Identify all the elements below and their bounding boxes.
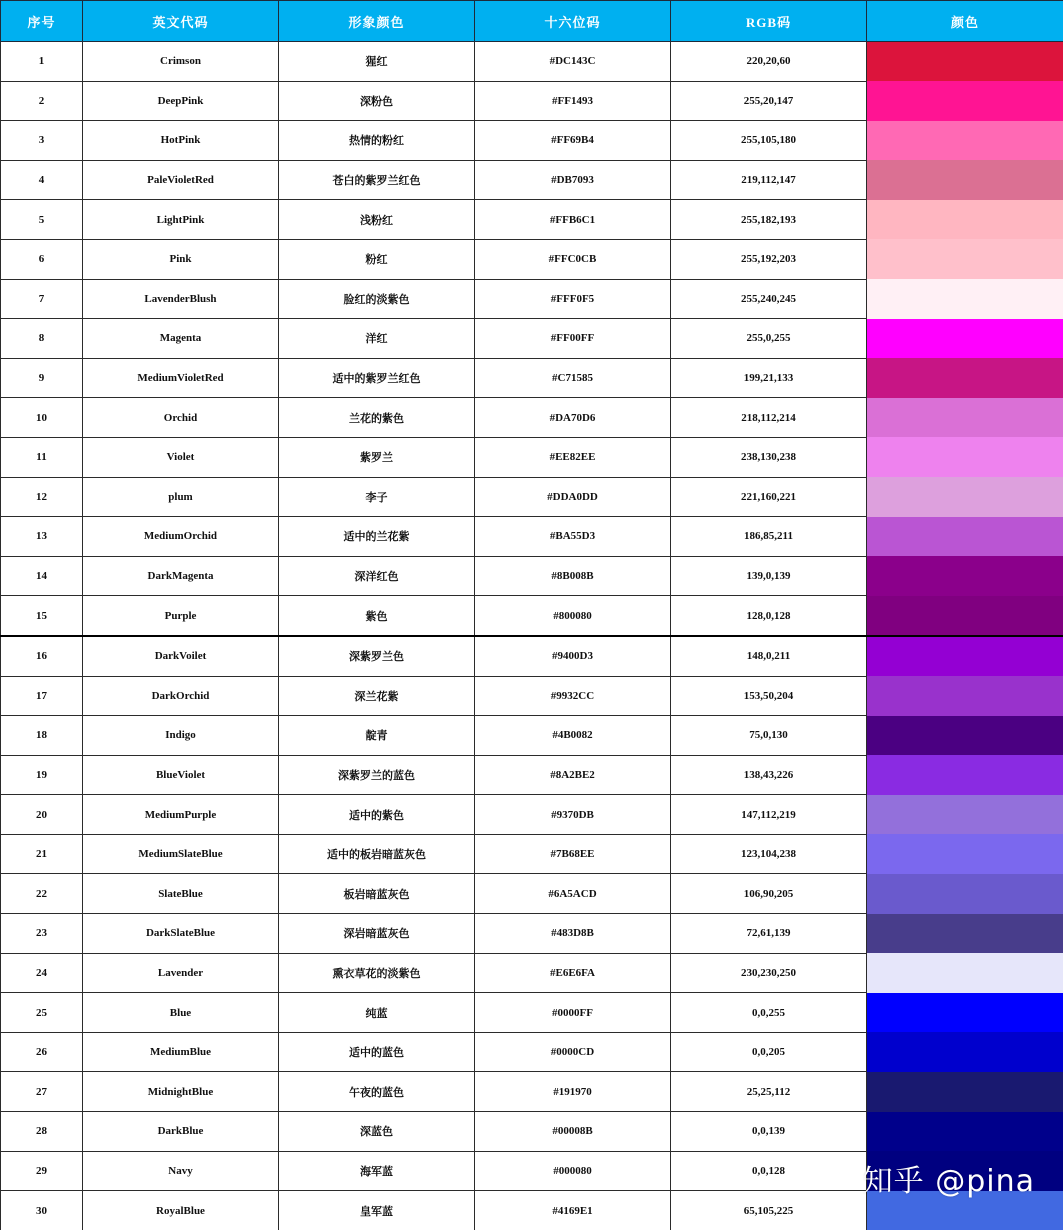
color-swatch — [867, 239, 1063, 279]
rgb-code: 238,130,238 — [671, 437, 867, 477]
color-swatch — [867, 160, 1063, 200]
color-name-cn: 靛青 — [279, 716, 475, 756]
english-code: DeepPink — [83, 81, 279, 121]
table-row — [1, 1112, 1063, 1152]
row-number: 21 — [1, 834, 83, 874]
table-row — [1, 239, 1063, 279]
table-row — [1, 319, 1063, 359]
rgb-code: 25,25,112 — [671, 1072, 867, 1112]
color-swatch — [867, 676, 1063, 716]
rgb-code: 148,0,211 — [671, 636, 867, 676]
color-name-cn: 适中的板岩暗蓝灰色 — [279, 834, 475, 874]
color-swatch — [867, 556, 1063, 596]
color-name-cn: 脸红的淡紫色 — [279, 279, 475, 319]
color-name-cn: 午夜的蓝色 — [279, 1072, 475, 1112]
hex-code: #4B0082 — [475, 716, 671, 756]
table-row — [1, 1151, 1063, 1191]
english-code: DarkSlateBlue — [83, 914, 279, 954]
header-number: 序号 — [1, 1, 83, 42]
color-name-cn: 适中的紫色 — [279, 795, 475, 835]
rgb-code: 255,0,255 — [671, 319, 867, 359]
english-code: LightPink — [83, 200, 279, 240]
row-number: 16 — [1, 636, 83, 676]
color-swatch — [867, 1072, 1063, 1112]
english-code: DarkVoilet — [83, 636, 279, 676]
color-swatch — [867, 437, 1063, 477]
row-number: 3 — [1, 121, 83, 161]
hex-code: #8B008B — [475, 556, 671, 596]
rgb-code: 220,20,60 — [671, 42, 867, 82]
color-swatch — [867, 993, 1063, 1033]
hex-code: #800080 — [475, 596, 671, 636]
row-number: 14 — [1, 556, 83, 596]
color-swatch — [867, 121, 1063, 161]
rgb-code: 219,112,147 — [671, 160, 867, 200]
table-row — [1, 556, 1063, 596]
english-code: plum — [83, 477, 279, 517]
hex-code: #00008B — [475, 1112, 671, 1152]
english-code: Navy — [83, 1151, 279, 1191]
color-swatch — [867, 716, 1063, 756]
hex-code: #9400D3 — [475, 636, 671, 676]
english-code: Indigo — [83, 716, 279, 756]
table-row — [1, 477, 1063, 517]
table-row — [1, 42, 1063, 82]
color-swatch — [867, 596, 1063, 636]
english-code: DarkMagenta — [83, 556, 279, 596]
color-name-cn: 浅粉红 — [279, 200, 475, 240]
rgb-code: 65,105,225 — [671, 1191, 867, 1230]
table-row — [1, 636, 1063, 676]
hex-code: #DC143C — [475, 42, 671, 82]
color-name-cn: 深兰花紫 — [279, 676, 475, 716]
table-row — [1, 1072, 1063, 1112]
color-swatch — [867, 1151, 1063, 1191]
color-swatch — [867, 755, 1063, 795]
rgb-code: 255,240,245 — [671, 279, 867, 319]
table-row — [1, 200, 1063, 240]
table-row — [1, 755, 1063, 795]
hex-code: #DB7093 — [475, 160, 671, 200]
english-code: Orchid — [83, 398, 279, 438]
rgb-code: 0,0,139 — [671, 1112, 867, 1152]
english-code: Crimson — [83, 42, 279, 82]
hex-code: #000080 — [475, 1151, 671, 1191]
table-row — [1, 398, 1063, 438]
rgb-code: 139,0,139 — [671, 556, 867, 596]
color-name-cn: 海军蓝 — [279, 1151, 475, 1191]
row-number: 4 — [1, 160, 83, 200]
color-swatch — [867, 319, 1063, 359]
table-row — [1, 596, 1063, 636]
table-row — [1, 993, 1063, 1033]
hex-code: #0000CD — [475, 1032, 671, 1072]
color-name-cn: 深岩暗蓝灰色 — [279, 914, 475, 954]
color-swatch — [867, 874, 1063, 914]
english-code: PaleVioletRed — [83, 160, 279, 200]
table-row — [1, 834, 1063, 874]
header-swatch: 颜色 — [867, 1, 1063, 42]
table-row — [1, 953, 1063, 993]
english-code: RoyalBlue — [83, 1191, 279, 1230]
row-number: 10 — [1, 398, 83, 438]
english-code: DarkBlue — [83, 1112, 279, 1152]
header-hex-code: 十六位码 — [475, 1, 671, 42]
english-code: DarkOrchid — [83, 676, 279, 716]
row-number: 12 — [1, 477, 83, 517]
color-name-cn: 洋红 — [279, 319, 475, 359]
table-row — [1, 914, 1063, 954]
row-number: 11 — [1, 437, 83, 477]
english-code: MediumVioletRed — [83, 358, 279, 398]
english-code: MediumBlue — [83, 1032, 279, 1072]
table-row — [1, 1191, 1063, 1230]
hex-code: #FFC0CB — [475, 239, 671, 279]
rgb-code: 230,230,250 — [671, 953, 867, 993]
table-row — [1, 121, 1063, 161]
color-swatch — [867, 279, 1063, 319]
color-swatch — [867, 398, 1063, 438]
hex-code: #9932CC — [475, 676, 671, 716]
row-number: 20 — [1, 795, 83, 835]
color-name-cn: 熏衣草花的淡紫色 — [279, 953, 475, 993]
header-row — [1, 1, 1063, 42]
rgb-code: 153,50,204 — [671, 676, 867, 716]
english-code: Magenta — [83, 319, 279, 359]
rgb-code: 0,0,205 — [671, 1032, 867, 1072]
table-row — [1, 160, 1063, 200]
row-number: 19 — [1, 755, 83, 795]
row-number: 2 — [1, 81, 83, 121]
table-body — [1, 42, 1063, 1230]
row-number: 30 — [1, 1191, 83, 1230]
table-row — [1, 81, 1063, 121]
color-name-cn: 深蓝色 — [279, 1112, 475, 1152]
table-row — [1, 358, 1063, 398]
hex-code: #FF1493 — [475, 81, 671, 121]
row-number: 29 — [1, 1151, 83, 1191]
hex-code: #191970 — [475, 1072, 671, 1112]
rgb-code: 255,20,147 — [671, 81, 867, 121]
color-name-cn: 兰花的紫色 — [279, 398, 475, 438]
hex-code: #C71585 — [475, 358, 671, 398]
hex-code: #483D8B — [475, 914, 671, 954]
hex-code: #FFB6C1 — [475, 200, 671, 240]
row-number: 15 — [1, 596, 83, 636]
row-number: 1 — [1, 42, 83, 82]
color-swatch — [867, 1032, 1063, 1072]
color-name-cn: 粉红 — [279, 239, 475, 279]
row-number: 28 — [1, 1112, 83, 1152]
row-number: 25 — [1, 993, 83, 1033]
color-name-cn: 深粉色 — [279, 81, 475, 121]
color-swatch — [867, 477, 1063, 517]
rgb-code: 128,0,128 — [671, 596, 867, 636]
hex-code: #DDA0DD — [475, 477, 671, 517]
english-code: MediumPurple — [83, 795, 279, 835]
table-row — [1, 795, 1063, 835]
row-number: 26 — [1, 1032, 83, 1072]
color-name-cn: 紫色 — [279, 596, 475, 636]
color-name-cn: 板岩暗蓝灰色 — [279, 874, 475, 914]
english-code: MidnightBlue — [83, 1072, 279, 1112]
color-name-cn: 适中的紫罗兰红色 — [279, 358, 475, 398]
hex-code: #FF69B4 — [475, 121, 671, 161]
row-number: 27 — [1, 1072, 83, 1112]
color-swatch — [867, 517, 1063, 557]
rgb-code: 186,85,211 — [671, 517, 867, 557]
row-number: 8 — [1, 319, 83, 359]
row-number: 5 — [1, 200, 83, 240]
row-number: 9 — [1, 358, 83, 398]
rgb-code: 72,61,139 — [671, 914, 867, 954]
hex-code: #0000FF — [475, 993, 671, 1033]
english-code: Violet — [83, 437, 279, 477]
color-swatch — [867, 953, 1063, 993]
english-code: Blue — [83, 993, 279, 1033]
english-code: MediumSlateBlue — [83, 834, 279, 874]
rgb-code: 75,0,130 — [671, 716, 867, 756]
english-code: BlueViolet — [83, 755, 279, 795]
english-code: Pink — [83, 239, 279, 279]
watermark: 知乎 @pina — [862, 1164, 1035, 1199]
color-name-cn: 猩红 — [279, 42, 475, 82]
hex-code: #FF00FF — [475, 319, 671, 359]
color-swatch — [867, 358, 1063, 398]
hex-code: #6A5ACD — [475, 874, 671, 914]
color-swatch — [867, 636, 1063, 676]
header-color-name: 形象颜色 — [279, 1, 475, 42]
table-row — [1, 716, 1063, 756]
color-name-cn: 紫罗兰 — [279, 437, 475, 477]
rgb-code: 0,0,128 — [671, 1151, 867, 1191]
row-number: 7 — [1, 279, 83, 319]
color-name-cn: 热情的粉红 — [279, 121, 475, 161]
rgb-code: 147,112,219 — [671, 795, 867, 835]
color-name-cn: 苍白的紫罗兰红色 — [279, 160, 475, 200]
rgb-code: 106,90,205 — [671, 874, 867, 914]
color-name-cn: 皇军蓝 — [279, 1191, 475, 1230]
hex-code: #8A2BE2 — [475, 755, 671, 795]
hex-code: #7B68EE — [475, 834, 671, 874]
hex-code: #BA55D3 — [475, 517, 671, 557]
english-code: LavenderBlush — [83, 279, 279, 319]
color-name-cn: 深紫罗兰色 — [279, 636, 475, 676]
row-number: 24 — [1, 953, 83, 993]
row-number: 13 — [1, 517, 83, 557]
color-swatch — [867, 1112, 1063, 1152]
hex-code: #FFF0F5 — [475, 279, 671, 319]
rgb-code: 123,104,238 — [671, 834, 867, 874]
english-code: SlateBlue — [83, 874, 279, 914]
rgb-code: 255,182,193 — [671, 200, 867, 240]
row-number: 18 — [1, 716, 83, 756]
english-code: HotPink — [83, 121, 279, 161]
english-code: Purple — [83, 596, 279, 636]
color-swatch — [867, 42, 1063, 82]
color-name-cn: 纯蓝 — [279, 993, 475, 1033]
color-swatch — [867, 200, 1063, 240]
header-rgb-code: RGB码 — [671, 1, 867, 42]
row-number: 23 — [1, 914, 83, 954]
header-english-code: 英文代码 — [83, 1, 279, 42]
row-number: 6 — [1, 239, 83, 279]
color-name-cn: 深洋红色 — [279, 556, 475, 596]
row-number: 17 — [1, 676, 83, 716]
rgb-code: 255,105,180 — [671, 121, 867, 161]
rgb-code: 199,21,133 — [671, 358, 867, 398]
color-swatch — [867, 834, 1063, 874]
color-swatch — [867, 914, 1063, 954]
hex-code: #9370DB — [475, 795, 671, 835]
color-name-cn: 适中的兰花紫 — [279, 517, 475, 557]
color-swatch — [867, 1191, 1063, 1230]
rgb-code: 221,160,221 — [671, 477, 867, 517]
hex-code: #DA70D6 — [475, 398, 671, 438]
table-row — [1, 1032, 1063, 1072]
english-code: MediumOrchid — [83, 517, 279, 557]
color-swatch — [867, 81, 1063, 121]
rgb-code: 138,43,226 — [671, 755, 867, 795]
color-name-cn: 适中的蓝色 — [279, 1032, 475, 1072]
table-row — [1, 279, 1063, 319]
hex-code: #4169E1 — [475, 1191, 671, 1230]
table-row — [1, 437, 1063, 477]
hex-code: #EE82EE — [475, 437, 671, 477]
hex-code: #E6E6FA — [475, 953, 671, 993]
table-row — [1, 517, 1063, 557]
color-name-cn: 李子 — [279, 477, 475, 517]
rgb-code: 218,112,214 — [671, 398, 867, 438]
row-number: 22 — [1, 874, 83, 914]
table-row — [1, 874, 1063, 914]
english-code: Lavender — [83, 953, 279, 993]
rgb-code: 0,0,255 — [671, 993, 867, 1033]
color-name-cn: 深紫罗兰的蓝色 — [279, 755, 475, 795]
color-swatch — [867, 795, 1063, 835]
table-row — [1, 676, 1063, 716]
rgb-code: 255,192,203 — [671, 239, 867, 279]
